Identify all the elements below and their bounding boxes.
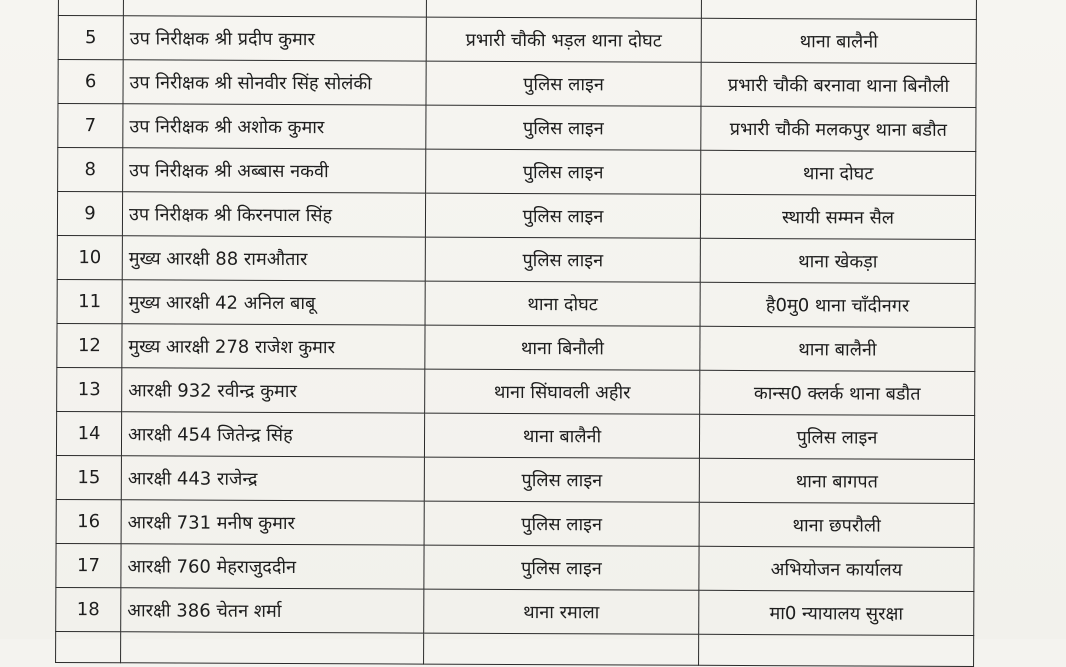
- serial-number-cell: 7: [58, 104, 123, 148]
- table-row: [58, 104, 976, 152]
- name-cell: मुख्य आरक्षी 278 राजेश कुमार: [122, 324, 425, 369]
- serial-number-cell: 18: [56, 587, 121, 631]
- from-post-cell: प्रभारी चौकी भड़ल थाना दोघट: [426, 17, 701, 62]
- table-row: [56, 455, 974, 503]
- to-post-cell: पुलिस लाइन: [699, 414, 974, 459]
- name-cell: आरक्षी 443 राजेन्द्र: [121, 456, 424, 501]
- transfer-table: [55, 0, 977, 667]
- to-post-cell: स्थायी सम्मन सैल: [700, 194, 975, 239]
- to-post-cell: थाना दोघट: [701, 150, 976, 195]
- table-row: [57, 235, 975, 283]
- name-cell: आरक्षी 454 जितेन्द्र सिंह: [121, 412, 424, 457]
- from-post-cell: थाना रमाला: [424, 589, 699, 634]
- from-post-cell: पुलिस लाइन: [424, 457, 699, 502]
- serial-number-cell: 15: [56, 455, 121, 499]
- table-row: [56, 543, 974, 591]
- table-row: [57, 192, 975, 240]
- serial-number-cell: 14: [56, 411, 121, 455]
- name-cell: उप निरीक्षक श्री अब्बास नकवी: [123, 148, 426, 193]
- to-post-cell: थाना बालैनी: [701, 18, 976, 63]
- table-row: [56, 499, 974, 547]
- serial-number-cell: [56, 631, 121, 662]
- table-row: [57, 279, 975, 327]
- to-post-cell: [699, 634, 974, 666]
- table-row: [56, 631, 974, 666]
- from-post-cell: [426, 0, 701, 18]
- from-post-cell: पुलिस लाइन: [426, 149, 701, 194]
- name-cell: उप निरीक्षक श्री किरनपाल सिंह: [122, 192, 425, 237]
- name-cell: आरक्षी 731 मनीष कुमार: [121, 500, 424, 545]
- serial-number-cell: 16: [56, 499, 121, 543]
- from-post-cell: पुलिस लाइन: [424, 545, 699, 590]
- from-post-cell: पुलिस लाइन: [426, 105, 701, 150]
- to-post-cell: थाना बागपत: [699, 458, 974, 503]
- to-post-cell: है0मु0 थाना चाँदीनगर: [700, 282, 975, 327]
- name-cell: आरक्षी 760 मेहराजुददीन: [121, 544, 424, 589]
- table-row: [56, 587, 974, 635]
- serial-number-cell: 13: [57, 367, 122, 411]
- from-post-cell: थाना बिनौली: [425, 325, 700, 370]
- name-cell: उप निरीक्षक श्री प्रदीप कुमार: [123, 16, 426, 61]
- table-row: [58, 16, 976, 64]
- serial-number-cell: 10: [57, 235, 122, 279]
- name-cell: उप निरीक्षक श्री सोनवीर सिंह सोलंकी: [123, 60, 426, 105]
- name-cell: [123, 0, 426, 17]
- serial-number-cell: 5: [58, 16, 123, 60]
- table-row: [57, 367, 975, 415]
- from-post-cell: थाना सिंघावली अहीर: [425, 369, 700, 414]
- serial-number-cell: 11: [57, 279, 122, 323]
- to-post-cell: मा0 न्यायालय सुरक्षा: [699, 590, 974, 635]
- from-post-cell: पुलिस लाइन: [424, 501, 699, 546]
- name-cell: आरक्षी 386 चेतन शर्मा: [121, 588, 424, 633]
- name-cell: मुख्य आरक्षी 88 रामऔतार: [122, 236, 425, 281]
- name-cell: आरक्षी 932 रवीन्द्र कुमार: [122, 368, 425, 413]
- from-post-cell: पुलिस लाइन: [425, 193, 700, 238]
- to-post-cell: प्रभारी चौकी बरनावा थाना बिनौली: [701, 62, 976, 107]
- serial-number-cell: 6: [58, 60, 123, 104]
- name-cell: मुख्य आरक्षी 42 अनिल बाबू: [122, 280, 425, 325]
- from-post-cell: [424, 633, 699, 665]
- to-post-cell: [701, 0, 976, 20]
- serial-number-cell: 9: [57, 192, 122, 236]
- serial-number-cell: 8: [58, 148, 123, 192]
- to-post-cell: प्रभारी चौकी मलकपुर थाना बडौत: [701, 106, 976, 151]
- from-post-cell: पुलिस लाइन: [425, 237, 700, 282]
- table-row: [56, 411, 974, 459]
- from-post-cell: थाना दोघट: [425, 281, 700, 326]
- table-row: [57, 323, 975, 371]
- serial-number-cell: 17: [56, 543, 121, 587]
- serial-number-cell: 12: [57, 323, 122, 367]
- to-post-cell: थाना बालैनी: [700, 326, 975, 371]
- serial-number-cell: [58, 0, 123, 16]
- table-row: [58, 148, 976, 196]
- name-cell: उप निरीक्षक श्री अशोक कुमार: [123, 104, 426, 149]
- from-post-cell: थाना बालैनी: [424, 413, 699, 458]
- to-post-cell: थाना खेकड़ा: [700, 238, 975, 283]
- to-post-cell: कान्स0 क्लर्क थाना बडौत: [700, 370, 975, 415]
- from-post-cell: पुलिस लाइन: [426, 61, 701, 106]
- table-row: [58, 60, 976, 108]
- to-post-cell: अभियोजन कार्यालय: [699, 546, 974, 591]
- to-post-cell: थाना छपरौली: [699, 502, 974, 547]
- name-cell: [121, 632, 424, 664]
